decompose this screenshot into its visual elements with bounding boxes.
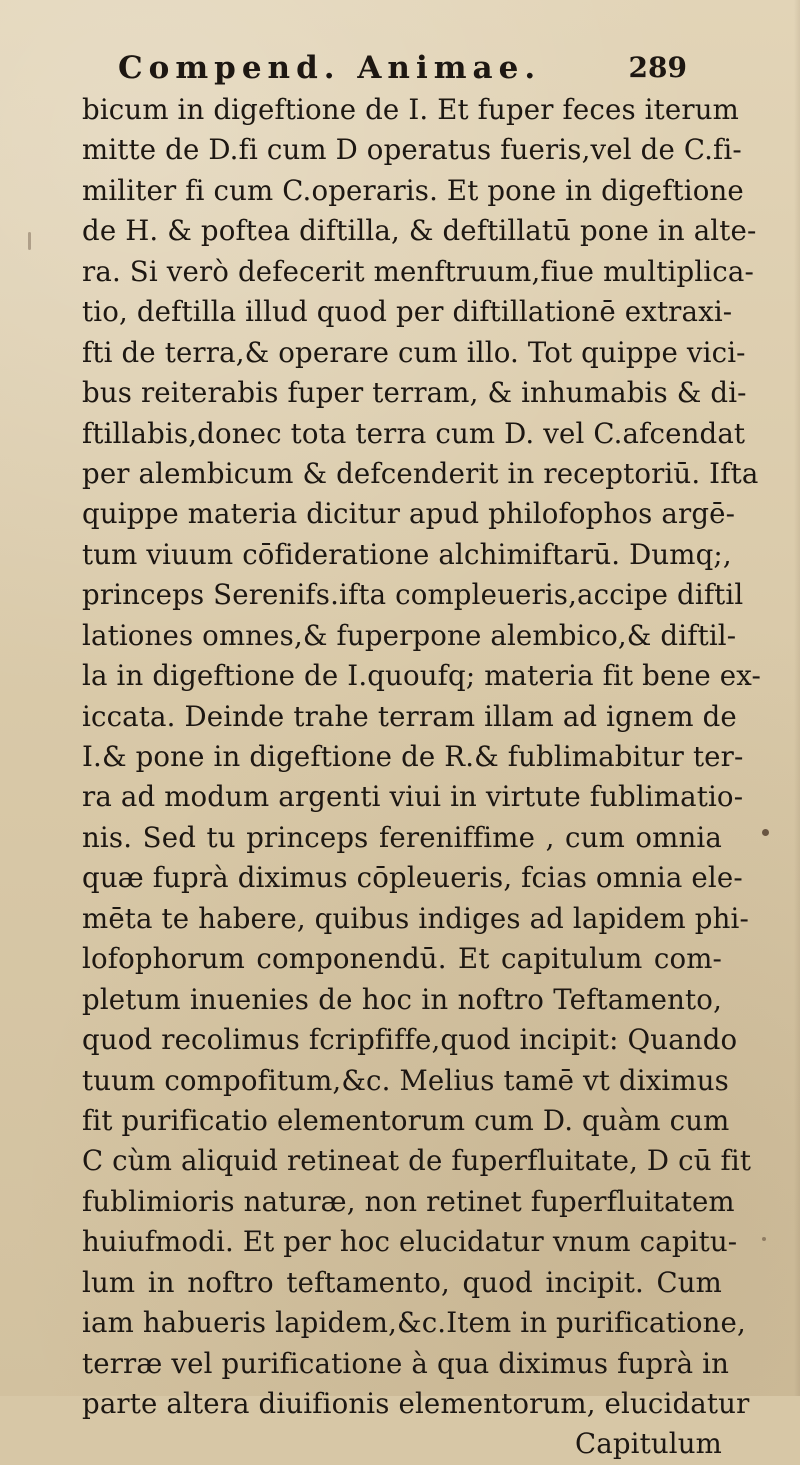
text-line: pletum inuenies de hoc in noftro Teftamento, bbox=[82, 982, 722, 1016]
page-edge-shadow bbox=[794, 0, 800, 1396]
text-line: iam habueris lapidem,&c.Item in purificatione, bbox=[82, 1306, 746, 1340]
text-line: de H. & poftea diftilla, & deftillatū pone in alte- bbox=[82, 214, 757, 248]
text-line: tio, deftilla illud quod per diftillationē extraxi- bbox=[82, 295, 733, 329]
text-line: fti de terra,& operare cum illo. Tot quippe vici- bbox=[82, 335, 746, 369]
running-head: Compend. Animae. bbox=[118, 50, 542, 86]
text-line: quippe materia dicitur apud philofophos argē- bbox=[82, 497, 736, 531]
text-line: ftillabis,donec tota terra cum D. vel C.afcendat bbox=[82, 416, 746, 450]
text-line: quæ fuprà diximus cōpleueris, fcias omnia ele- bbox=[82, 861, 743, 895]
text-line: quod recolimus fcripfiffe,quod incipit: Quando bbox=[82, 1023, 738, 1057]
text-line: lum in noftro teftamento, quod incipit. Cum bbox=[82, 1265, 722, 1299]
latin-text-block bbox=[82, 90, 761, 1465]
page-header bbox=[0, 50, 800, 92]
text-line: la in digeftione de I.quoufq; materia fit bene ex- bbox=[82, 659, 761, 693]
text-line: fit purificatio elementorum cum D. quàm cum bbox=[82, 1103, 730, 1137]
text-line: parte altera diuifionis elementorum, elucidatur bbox=[82, 1387, 750, 1420]
text-line: mitte de D.fi cum D operatus fueris,vel de C.fi- bbox=[82, 133, 742, 167]
text-line: lofophorum componendū. Et capitulum com- bbox=[82, 942, 722, 976]
text-line: tum viuum cōfideratione alchimiftarū. Dumq;, bbox=[82, 537, 732, 571]
paper-speck bbox=[762, 1237, 766, 1241]
paper-speck bbox=[762, 829, 769, 836]
text-line: per alembicum & defcenderit in receptoriū. Ifta bbox=[82, 456, 759, 490]
text-line: mēta te habere, quibus indiges ad lapidem phi- bbox=[82, 901, 749, 935]
text-line: tuum compofitum,&c. Melius tamē vt diximus bbox=[82, 1063, 729, 1097]
text-line: huiufmodi. Et per hoc elucidatur vnum capitu- bbox=[82, 1225, 738, 1259]
text-line: nis. Sed tu princeps fereniffime , cum omnia bbox=[82, 820, 722, 854]
text-line: bus reiterabis fuper terram, & inhumabis & di- bbox=[82, 376, 747, 410]
text-line: militer fi cum C.operaris. Et pone in digeftione bbox=[82, 173, 744, 207]
text-line: bicum in digeftione de I. Et fuper feces iterum bbox=[82, 93, 739, 126]
text-line: I.& pone in digeftione de R.& fublimabitur ter- bbox=[82, 740, 744, 773]
text-line: princeps Serenifs.ifta compleueris,accipe diftil bbox=[82, 578, 744, 612]
text-line: ra. Si verò defecerit menftruum,fiue multiplica- bbox=[82, 254, 754, 288]
text-line: fublimioris naturæ, non retinet fuperfluitatem bbox=[82, 1184, 735, 1218]
text-line: ra ad modum argenti viui in virtute fublimatio- bbox=[82, 780, 744, 814]
text-line: terræ vel purificatione à qua diximus fuprà in bbox=[82, 1346, 729, 1380]
text-line: C cùm aliquid retineat de fuperfluitate, D cū fit bbox=[82, 1144, 752, 1178]
text-line: lationes omnes,& fuperpone alembico,& diftil- bbox=[82, 618, 737, 652]
paper-speck bbox=[28, 232, 31, 250]
page-number: 289 bbox=[628, 51, 687, 84]
text-line: Capitulum bbox=[574, 1427, 722, 1461]
text-line: iccata. Deinde trahe terram illam ad ignem de bbox=[82, 699, 737, 733]
